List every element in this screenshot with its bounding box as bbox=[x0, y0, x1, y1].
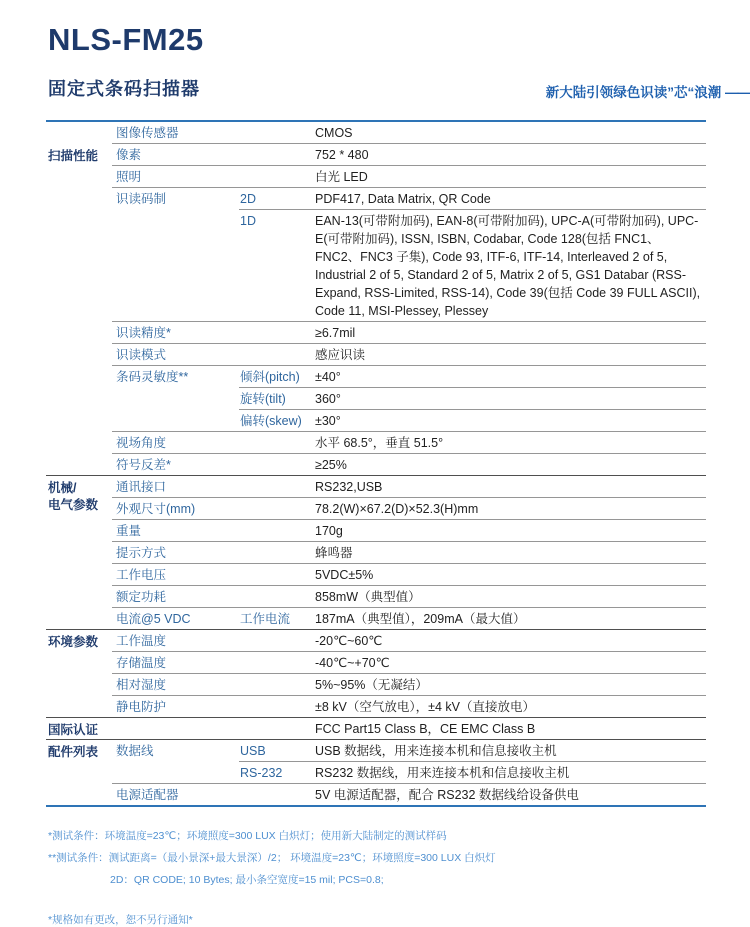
spec-row-value: 5VDC±5% bbox=[315, 568, 374, 582]
spec-section bbox=[46, 718, 706, 739]
spec-row bbox=[112, 188, 706, 209]
spec-row-label: 工作温度 bbox=[116, 634, 167, 648]
spec-section bbox=[46, 122, 706, 475]
section-rows bbox=[112, 630, 706, 717]
product-title: NLS-FM25 bbox=[48, 22, 204, 57]
spec-row-label bbox=[112, 388, 240, 391]
spec-row-label bbox=[112, 762, 240, 765]
section-category-label: 扫描性能 bbox=[48, 149, 99, 163]
brand-tagline bbox=[546, 81, 750, 101]
spec-row bbox=[112, 520, 706, 541]
spec-row bbox=[112, 432, 706, 453]
spec-row-value: 5%~95%（无凝结） bbox=[315, 678, 428, 692]
spec-row bbox=[112, 762, 706, 783]
spec-row-label: 静电防护 bbox=[116, 700, 167, 714]
section-rows bbox=[112, 718, 706, 739]
section-rows bbox=[112, 740, 706, 805]
spec-row bbox=[112, 586, 706, 607]
spec-row-label: 照明 bbox=[116, 170, 142, 184]
footnote: *规格如有更改，恕不另行通知* bbox=[48, 914, 193, 926]
spec-row-value: USB 数据线，用来连接本机和信息接收主机 bbox=[315, 744, 557, 758]
spec-row-value: 5V 电源适配器，配合 RS232 数据线给设备供电 bbox=[315, 788, 579, 802]
spec-row-value: -40℃~+70℃ bbox=[315, 656, 390, 670]
spec-row-value: ±40° bbox=[315, 370, 341, 384]
spec-row-sublabel: 旋转(tilt) bbox=[240, 392, 286, 406]
spec-row-label: 图像传感器 bbox=[116, 126, 179, 140]
spec-row-label: 提示方式 bbox=[116, 546, 167, 560]
spec-row-sublabel: USB bbox=[240, 744, 266, 758]
footnote: **测试条件：测试距离=（最小景深+最大景深）/2； 环境温度=23℃；环境照度=300 LUX 白炽灯 bbox=[48, 852, 496, 864]
section-category-label: 国际认证 bbox=[48, 723, 99, 737]
spec-row bbox=[112, 388, 706, 409]
spec-row-value: ±30° bbox=[315, 414, 341, 428]
spec-row-sublabel: 偏转(skew) bbox=[240, 414, 302, 428]
spec-row-value: PDF417, Data Matrix, QR Code bbox=[315, 192, 491, 206]
footnote: *测试条件：环境温度=23℃；环境照度=300 LUX 白炽灯；使用新大陆制定的测试样码 bbox=[48, 830, 447, 842]
spec-row-value: 360° bbox=[315, 392, 341, 406]
spec-row-value: EAN-13(可带附加码), EAN-8(可带附加码), UPC-A(可带附加码), UPC-E(可带附加码), ISSN, ISBN, Codabar, Code 128(包括 FNC1、FNC2、FNC3 子集), Code 93, ITF-6, ITF-14, Interleaved 2 of 5, Industrial 2 of 5, Standard 2 of 5, Matrix 2 of 5, GS1 Databar (RSS-Expand, RSS-Limited, RSS-14), Code 39(包括 Code 39 FULL ASCII), Code 11, MSI-Plessey, Plessey bbox=[315, 214, 701, 318]
spec-row-label: 条码灵敏度** bbox=[116, 370, 189, 384]
spec-row-label: 额定功耗 bbox=[116, 590, 167, 604]
tagline-dash-rule: —— bbox=[725, 85, 750, 100]
spec-row-label bbox=[112, 210, 240, 213]
spec-row-label: 数据线 bbox=[116, 744, 154, 758]
spec-row bbox=[112, 410, 706, 431]
spec-row-value: 858mW（典型值） bbox=[315, 590, 421, 604]
spec-row bbox=[112, 652, 706, 673]
spec-row-value: 752 * 480 bbox=[315, 148, 369, 162]
spec-row-value: RS232 数据线，用来连接本机和信息接收主机 bbox=[315, 766, 570, 780]
spec-row-value: 78.2(W)×67.2(D)×52.3(H)mm bbox=[315, 502, 479, 516]
spec-row bbox=[112, 542, 706, 563]
spec-row-label: 电流@5 VDC bbox=[116, 612, 191, 626]
spec-row-label: 存储温度 bbox=[116, 656, 167, 670]
spec-section bbox=[46, 630, 706, 717]
spec-row-label: 重量 bbox=[116, 524, 142, 538]
spec-row bbox=[112, 144, 706, 165]
spec-row bbox=[112, 740, 706, 761]
section-rows bbox=[112, 476, 706, 629]
spec-row-label: 识读模式 bbox=[116, 348, 167, 362]
spec-row bbox=[112, 784, 706, 805]
spec-row bbox=[112, 718, 706, 739]
spec-row-value: ≥25% bbox=[315, 458, 347, 472]
section-category-label: 配件列表 bbox=[48, 745, 99, 759]
spec-row-sublabel: 1D bbox=[240, 214, 256, 228]
spec-row-value: 187mA（典型值），209mA（最大值） bbox=[315, 612, 526, 626]
header-sub-row bbox=[48, 75, 750, 101]
spec-row bbox=[112, 476, 706, 497]
spec-row-value: 白光 LED bbox=[315, 170, 368, 184]
spec-row-value: ±8 kV（空气放电），±4 kV（直接放电） bbox=[315, 700, 535, 714]
spec-row-label: 识读精度* bbox=[116, 326, 171, 340]
spec-row-label: 通讯接口 bbox=[116, 480, 167, 494]
spec-row bbox=[112, 696, 706, 717]
spec-row-value: RS232,USB bbox=[315, 480, 383, 494]
spec-row-sublabel: 2D bbox=[240, 192, 256, 206]
spec-row-label: 符号反差* bbox=[116, 458, 171, 472]
spec-row-sublabel: 工作电流 bbox=[240, 612, 291, 626]
spec-row-value: 水平 68.5°，垂直 51.5° bbox=[315, 436, 444, 450]
spec-row-label: 电源适配器 bbox=[116, 788, 179, 802]
spec-row bbox=[112, 674, 706, 695]
spec-row-value: -20℃~60℃ bbox=[315, 634, 383, 648]
spec-row-value: CMOS bbox=[315, 126, 353, 140]
spec-row-value: 感应识读 bbox=[315, 348, 366, 362]
header bbox=[0, 0, 750, 101]
spec-row bbox=[112, 166, 706, 187]
footnotes bbox=[48, 830, 750, 927]
spec-row-label: 工作电压 bbox=[116, 568, 167, 582]
spec-section bbox=[46, 476, 706, 629]
spec-section bbox=[46, 740, 706, 805]
tagline-text: 新大陆引领绿色识读”芯“浪潮 bbox=[545, 85, 722, 100]
spec-row bbox=[112, 122, 706, 143]
section-rows bbox=[112, 122, 706, 475]
spec-row bbox=[112, 564, 706, 585]
spec-row-sublabel: 倾斜(pitch) bbox=[240, 370, 300, 384]
spec-row bbox=[112, 210, 706, 321]
product-subtitle: 固定式条码扫描器 bbox=[48, 79, 200, 99]
section-category-label: 环境参数 bbox=[48, 635, 99, 649]
spec-row bbox=[112, 322, 706, 343]
spec-row-value: 蜂鸣器 bbox=[315, 546, 353, 560]
footnote: 2D：QR CODE; 10 Bytes; 最小条空宽度=15 mil; PCS=0.8; bbox=[110, 874, 384, 886]
spec-row-sublabel: RS-232 bbox=[240, 766, 283, 780]
spec-row-value: ≥6.7mil bbox=[315, 326, 356, 340]
spec-row-label bbox=[112, 718, 315, 721]
spec-row-label bbox=[112, 410, 240, 413]
spec-row bbox=[112, 366, 706, 387]
spec-row-label: 相对湿度 bbox=[116, 678, 167, 692]
spec-table bbox=[46, 120, 706, 807]
spec-row bbox=[112, 498, 706, 519]
spec-row bbox=[112, 454, 706, 475]
spec-row bbox=[112, 630, 706, 651]
spec-row-value: FCC Part15 Class B，CE EMC Class B bbox=[315, 722, 536, 736]
spec-row-label: 视场角度 bbox=[116, 436, 167, 450]
spec-row-label: 识读码制 bbox=[116, 192, 167, 206]
spec-row-label: 外观尺寸(mm) bbox=[116, 502, 196, 516]
spec-row bbox=[112, 608, 706, 629]
spec-row-value: 170g bbox=[315, 524, 343, 538]
section-category-label: 机械/ 电气参数 bbox=[48, 481, 99, 512]
spec-row-label: 像素 bbox=[116, 148, 142, 162]
spec-row bbox=[112, 344, 706, 365]
